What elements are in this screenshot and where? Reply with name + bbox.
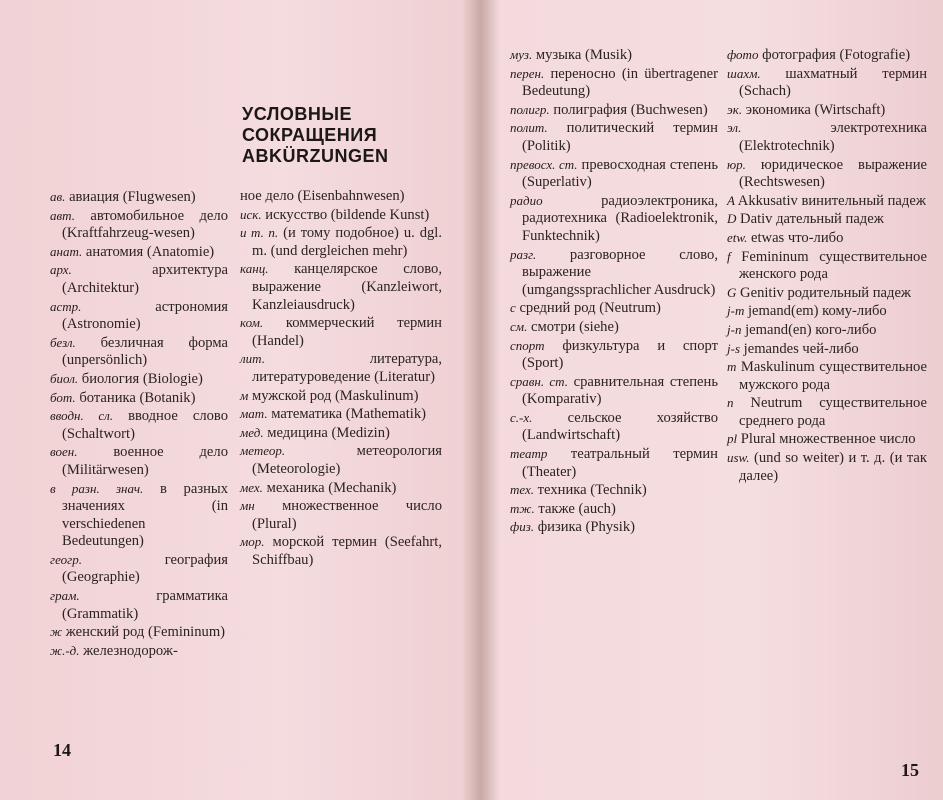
abbreviation-entry <box>50 207 228 243</box>
abbreviation-entry <box>240 479 442 498</box>
abbreviation-entry <box>727 394 927 430</box>
abbreviation: полит. <box>510 120 548 136</box>
abbreviation: D <box>727 211 737 227</box>
abbreviation: физ. <box>510 519 535 535</box>
abbreviation: G <box>727 284 737 300</box>
abbreviation-entry <box>510 65 718 101</box>
definition: канцелярское слово, выражение (Kanzleiwort, Kanzleiausdruck) <box>252 261 442 313</box>
definition: сравнительная степень (Komparativ) <box>522 373 718 408</box>
definition: сельское хозяйство (Landwirtschaft) <box>522 409 718 444</box>
abbreviation: иск. <box>240 206 262 222</box>
definition: электротехника (Elektrotechnik) <box>739 120 927 154</box>
abbreviation: мед. <box>240 424 264 440</box>
abbreviation: в разн. знач. <box>50 480 144 496</box>
definition: искусство (bildende Kunst) <box>265 206 430 223</box>
definition: etwas что-либо <box>751 229 844 246</box>
definition: Plural множественное число <box>740 431 916 448</box>
definition: морской термин (Seefahrt, Schiffbau) <box>252 534 442 568</box>
abbreviation-entry <box>727 156 927 192</box>
abbreviation-entry <box>240 497 442 533</box>
abbreviation-entry <box>727 65 927 101</box>
abbreviation: анат. <box>50 243 83 259</box>
abbreviation-entry <box>510 409 718 445</box>
definition: военное дело (Militärwesen) <box>62 444 228 478</box>
abbreviation: A <box>727 192 735 208</box>
definition: вводное слово (Schaltwort) <box>62 408 228 442</box>
abbreviation-entry <box>240 387 442 406</box>
abbreviation-entry <box>727 210 927 229</box>
abbreviation: мор. <box>240 534 265 550</box>
abbreviation: n <box>727 395 734 411</box>
definition: театральный термин (Theater) <box>522 446 718 480</box>
abbreviation-entry <box>727 321 927 340</box>
definition: jemand(em) кому-либо <box>748 303 887 320</box>
definition: женский род (Femininum) <box>65 624 226 641</box>
definition: физкультура и спорт (Sport) <box>522 337 718 372</box>
abbreviation: полигр. <box>510 101 550 117</box>
abbreviation: м <box>240 387 249 403</box>
abbreviation-entry <box>510 518 718 537</box>
definition: архитектура (Architektur) <box>62 262 228 296</box>
abbreviation: мат. <box>240 406 268 422</box>
abbreviation-entry <box>240 424 442 443</box>
definition: jemandes чей-либо <box>743 340 859 357</box>
heading-line: УСЛОВНЫЕ <box>242 104 353 124</box>
page-number-left: 14 <box>53 740 71 760</box>
abbreviation: радио <box>510 192 543 208</box>
definition: география (Geographie) <box>62 551 228 586</box>
abbreviation-entry <box>50 389 228 408</box>
definition: медицина (Medizin) <box>267 424 390 441</box>
left-column-2 <box>240 188 442 569</box>
abbreviation-entry <box>510 500 718 519</box>
definition: мужской род (Maskulinum) <box>251 387 419 404</box>
abbreviation-entry <box>727 46 927 65</box>
page-number-right: 15 <box>901 760 919 780</box>
abbreviation: вводн. сл. <box>50 408 114 424</box>
abbreviation-entry <box>727 192 927 211</box>
left-column-1 <box>50 188 228 660</box>
abbreviation-entry <box>240 206 442 225</box>
abbreviation-entry <box>510 373 718 409</box>
definition: превосходная степень (Superlativ) <box>522 156 718 191</box>
definition: (и тому подобное) u. dgl. m. (und dergleichen mehr) <box>252 225 443 259</box>
definition: в разных значениях (in verschiedenen Bedeutungen) <box>62 480 228 550</box>
abbreviation: m <box>727 359 737 375</box>
definition: Dativ дательный падеж <box>740 211 884 228</box>
abbreviation-entry <box>510 156 718 192</box>
abbreviation-entry <box>727 284 927 303</box>
definition: средний род (Neutrum) <box>519 300 661 317</box>
abbreviation-entry <box>727 302 927 321</box>
abbreviation: ком. <box>240 315 264 331</box>
abbreviation-entry <box>240 224 442 260</box>
definition: радиоэлектроника, радиотехника (Radioelektronik, Funktechnik) <box>522 192 718 244</box>
abbreviation: фото <box>727 47 759 62</box>
abbreviation: pl <box>727 431 738 447</box>
abbreviation: f <box>727 248 731 264</box>
abbreviation-entry <box>240 350 442 386</box>
abbreviation-entry <box>50 407 228 443</box>
abbreviation: канц. <box>240 261 269 277</box>
abbreviation: авт. <box>50 207 75 223</box>
definition: механика (Mechanik) <box>266 479 397 496</box>
definition: техника (Technik) <box>537 482 647 499</box>
abbreviation-entry <box>50 551 228 587</box>
abbreviation: юр. <box>727 156 746 172</box>
abbreviation: сравн. ст. <box>510 373 568 389</box>
abbreviation-entry <box>50 298 228 334</box>
right-column-1 <box>510 46 718 537</box>
definition: грамматика (Grammatik) <box>62 588 228 622</box>
abbreviation: муз. <box>510 47 533 62</box>
abbreviation-entry <box>50 587 228 623</box>
definition: математика (Mathematik) <box>271 406 426 423</box>
abbreviation-entry <box>727 340 927 359</box>
abbreviation-entry <box>510 101 718 120</box>
abbreviation-entry <box>50 623 228 642</box>
abbreviation-entry <box>510 445 718 481</box>
abbreviation-entry <box>510 119 718 155</box>
definition: Femininum существительное женского рода <box>739 248 927 283</box>
abbreviation: геогр. <box>50 551 82 567</box>
abbreviation-entry <box>50 261 228 297</box>
abbreviation: астр. <box>50 298 82 314</box>
abbreviation: ж.-д. <box>50 642 80 658</box>
abbreviation: с <box>510 300 516 316</box>
definition: фотография (Fotografie) <box>762 47 911 63</box>
abbreviation: мн <box>240 498 255 514</box>
abbreviation-entry <box>727 449 927 485</box>
abbreviation: грам. <box>50 588 80 604</box>
abbreviation-entry <box>510 192 718 246</box>
definition: (und so weiter) и т. д. (и так далее) <box>739 450 927 484</box>
abbreviation-entry <box>727 430 927 449</box>
abbreviation-entry <box>510 299 718 318</box>
abbreviation: воен. <box>50 444 78 460</box>
abbreviation-entry <box>50 642 228 661</box>
definition: коммерческий термин (Handel) <box>252 315 442 349</box>
abbreviation: биол. <box>50 370 79 386</box>
abbreviation: с.-х. <box>510 409 533 425</box>
definition: разговорное слово, выражение (umgangssprachlicher Ausdruck) <box>522 246 718 298</box>
definition: политический термин (Politik) <box>522 120 718 154</box>
right-column-2 <box>727 46 927 485</box>
abbreviation: эк. <box>727 101 743 117</box>
abbreviation: эл. <box>727 120 742 136</box>
abbreviation: арх. <box>50 262 72 278</box>
abbreviation: мех. <box>240 479 263 495</box>
definition: физика (Physik) <box>537 519 636 536</box>
definition: Maskulinum существительное мужского рода <box>739 359 927 393</box>
abbreviation: театр <box>510 446 548 462</box>
abbreviation: метеор. <box>240 443 286 459</box>
abbreviation-entry <box>50 243 228 262</box>
abbreviation: тж. <box>510 500 535 516</box>
abbreviation-entry <box>50 334 228 370</box>
definition: автомобильное дело (Kraftfahrzeug-wesen) <box>62 207 228 242</box>
definition: экономика (Wirtschaft) <box>745 101 886 118</box>
definition: смотри (siehe) <box>530 318 619 335</box>
abbreviation-entry <box>50 480 228 551</box>
abbreviation: ав. <box>50 189 66 204</box>
abbreviation: лит. <box>240 351 265 367</box>
abbreviation: безл. <box>50 334 76 350</box>
abbreviation-entry <box>240 188 442 206</box>
definition: безличная форма (unpersönlich) <box>62 334 228 369</box>
abbreviation-entry <box>510 318 718 337</box>
abbreviation: тех. <box>510 482 535 498</box>
abbreviation-entry <box>727 248 927 284</box>
abbreviation-entry <box>240 405 442 424</box>
abbreviation-entry <box>50 188 228 207</box>
abbreviation-entry <box>510 481 718 500</box>
definition: множественное число (Plural) <box>252 498 442 532</box>
definition: также (auch) <box>538 500 616 517</box>
definition: музыка (Musik) <box>535 47 632 63</box>
definition: юридическое выражение (Rechtswesen) <box>739 156 927 191</box>
definition: Akkusativ винительный падеж <box>737 192 926 209</box>
abbreviation-entry <box>510 246 718 300</box>
abbreviation: см. <box>510 318 528 334</box>
definition: биология (Biologie) <box>81 370 203 387</box>
abbreviation-entry <box>50 443 228 479</box>
abbreviation-entry <box>727 119 927 155</box>
abbreviation: спорт <box>510 337 545 353</box>
abbreviation: ж <box>50 624 63 640</box>
abbreviation-entry <box>240 260 442 314</box>
abbreviation: etw. <box>727 229 748 245</box>
abbreviation: и т. п. <box>240 225 279 241</box>
definition: ботаника (Botanik) <box>79 389 196 406</box>
abbreviation-entry <box>727 229 927 248</box>
definition: Neutrum существительное среднего рода <box>739 395 927 429</box>
abbreviation: бот. <box>50 389 76 405</box>
right-page <box>475 0 943 800</box>
abbreviation: превосх. ст. <box>510 156 578 172</box>
definition: авиация (Flugwesen) <box>69 189 196 205</box>
abbreviation: шахм. <box>727 65 761 81</box>
definition: переносно (in übertragener Bedeutung) <box>522 65 718 100</box>
abbreviation: j-s <box>727 340 740 356</box>
definition: железнодорож- <box>83 642 178 659</box>
abbreviation-entry <box>510 337 718 373</box>
left-page <box>0 0 470 800</box>
definition: анатомия (Anatomie) <box>85 243 215 260</box>
abbreviation-entry <box>727 101 927 120</box>
abbreviation-entry <box>727 358 927 394</box>
definition: литература, литературоведение (Literatur) <box>252 351 442 385</box>
abbreviation: разг. <box>510 246 537 262</box>
abbreviation: usw. <box>727 450 750 466</box>
abbreviation-entry <box>50 370 228 389</box>
section-heading <box>242 104 389 167</box>
definition: Genitiv родительный падеж <box>740 284 912 301</box>
definition: ное дело (Eisenbahnwesen) <box>240 188 405 204</box>
abbreviation: j-n <box>727 321 742 337</box>
abbreviation-entry <box>510 46 718 65</box>
abbreviation: перен. <box>510 65 545 81</box>
abbreviation-entry <box>240 314 442 350</box>
definition: jemand(en) кого-либо <box>745 321 877 338</box>
definition: полиграфия (Buchwesen) <box>553 101 708 118</box>
definition: метеорология (Meteorologie) <box>252 443 442 477</box>
definition: астрономия (Astronomie) <box>62 298 228 333</box>
abbreviation-entry <box>240 442 442 478</box>
abbreviation-entry <box>240 533 442 569</box>
definition: шахматный термин (Schach) <box>739 65 927 100</box>
heading-line: СОКРАЩЕНИЯ <box>242 125 378 145</box>
abbreviation: j-m <box>727 303 745 319</box>
heading-line: ABKÜRZUNGEN <box>242 146 389 166</box>
